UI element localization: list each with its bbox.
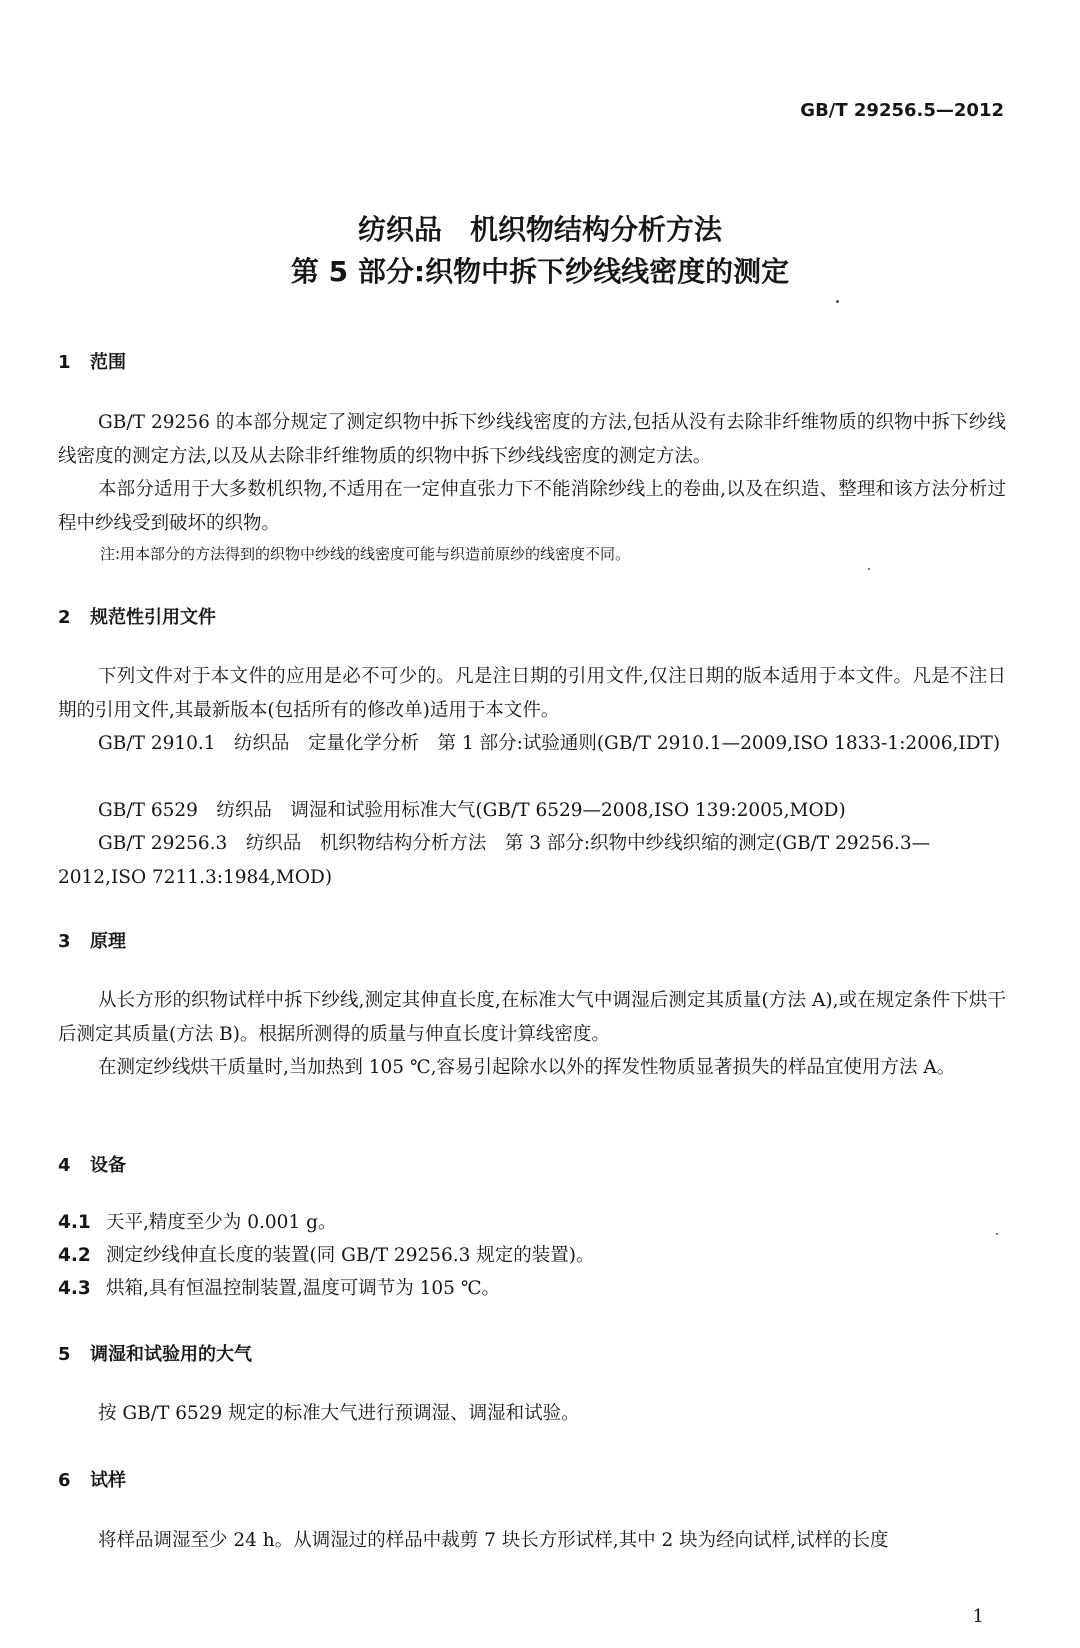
section-3-paragraph-2: 在测定纱线烘干质量时,当加热到 105 ℃,容易引起除水以外的挥发性物质显著损失的样品宜使用方法 A。 xyxy=(98,1057,956,1078)
equipment-item xyxy=(58,1241,595,1267)
section-number: 1 xyxy=(58,352,71,373)
section-title: 原理 xyxy=(90,931,126,952)
reference-item: GB/T 29256.3 纺织品 机织物结构分析方法 第 3 部分:织物中纱线织缩的测定(GB/T 29256.3—2012,ISO 7211.3:1984,MOD) xyxy=(58,833,931,888)
section-2-heading xyxy=(58,603,216,629)
item-number: 4.3 xyxy=(58,1278,91,1299)
section-6-heading xyxy=(58,1466,126,1492)
title-line-1: 纺织品 机织物结构分析方法 xyxy=(357,213,722,246)
section-number: 4 xyxy=(58,1155,71,1176)
item-number: 4.1 xyxy=(58,1212,91,1233)
reference-item: GB/T 6529 纺织品 调湿和试验用标准大气(GB/T 6529—2008,ISO 139:2005,MOD) xyxy=(98,800,846,821)
item-number: 4.2 xyxy=(58,1245,91,1266)
section-2-paragraph-1: 下列文件对于本文件的应用是必不可少的。凡是注日期的引用文件,仅注日期的版本适用于本文件。凡是不注日期的引用文件,其最新版本(包括所有的修改单)适用于本文件。 xyxy=(58,666,1006,721)
section-3-heading xyxy=(58,927,126,953)
section-1-note: 注:用本部分的方法得到的织物中纱线的线密度可能与织造前原纱的线密度不同。 xyxy=(100,545,631,563)
section-6-paragraph-1: 将样品调湿至少 24 h。从调湿过的样品中裁剪 7 块长方形试样,其中 2 块为经向试样,试样的长度 xyxy=(98,1530,889,1551)
section-number: 5 xyxy=(58,1344,71,1365)
item-text: 测定纱线伸直长度的装置(同 GB/T 29256.3 规定的装置)。 xyxy=(106,1245,595,1266)
scan-speck xyxy=(836,300,839,303)
section-title: 规范性引用文件 xyxy=(90,607,216,628)
section-1-paragraph-1: GB/T 29256 的本部分规定了测定织物中拆下纱线线密度的方法,包括从没有去除非纤维物质的织物中拆下纱线线密度的测定方法,以及从去除非纤维物质的织物中拆下纱线线密度的测定方法。 xyxy=(58,412,1006,467)
section-1-paragraph-2: 本部分适用于大多数机织物,不适用在一定伸直张力下不能消除纱线上的卷曲,以及在织造、整理和该方法分析过程中纱线受到破坏的织物。 xyxy=(58,479,1006,534)
section-number: 6 xyxy=(58,1470,71,1491)
section-number: 3 xyxy=(58,931,71,952)
item-text: 烘箱,具有恒温控制装置,温度可调节为 105 ℃。 xyxy=(106,1278,501,1299)
page-number: 1 xyxy=(972,1606,984,1627)
section-5-paragraph-1: 按 GB/T 6529 规定的标准大气进行预调湿、调湿和试验。 xyxy=(98,1403,580,1424)
reference-item: GB/T 2910.1 纺织品 定量化学分析 第 1 部分:试验通则(GB/T 2910.1—2009,ISO 1833-1:2006,IDT) xyxy=(98,733,1001,754)
section-4-heading xyxy=(58,1151,126,1177)
section-3-paragraph-1: 从长方形的织物试样中拆下纱线,测定其伸直长度,在标准大气中调湿后测定其质量(方法 A),或在规定条件下烘干后测定其质量(方法 B)。根据所测得的质量与伸直长度计算线密度。 xyxy=(58,990,1006,1045)
section-number: 2 xyxy=(58,607,71,628)
section-title: 设备 xyxy=(90,1155,126,1176)
section-title: 范围 xyxy=(90,352,126,373)
scan-speck xyxy=(868,568,870,570)
scan-speck xyxy=(996,1233,998,1235)
standard-code: GB/T 29256.5—2012 xyxy=(800,100,1004,121)
title-line-2: 第 5 部分:织物中拆下纱线线密度的测定 xyxy=(290,255,790,288)
section-title: 调湿和试验用的大气 xyxy=(90,1344,252,1365)
equipment-item xyxy=(58,1208,336,1234)
item-text: 天平,精度至少为 0.001 g。 xyxy=(106,1212,337,1233)
section-title: 试样 xyxy=(90,1470,126,1491)
equipment-item xyxy=(58,1274,500,1300)
section-1-heading xyxy=(58,348,126,374)
section-5-heading xyxy=(58,1340,252,1366)
